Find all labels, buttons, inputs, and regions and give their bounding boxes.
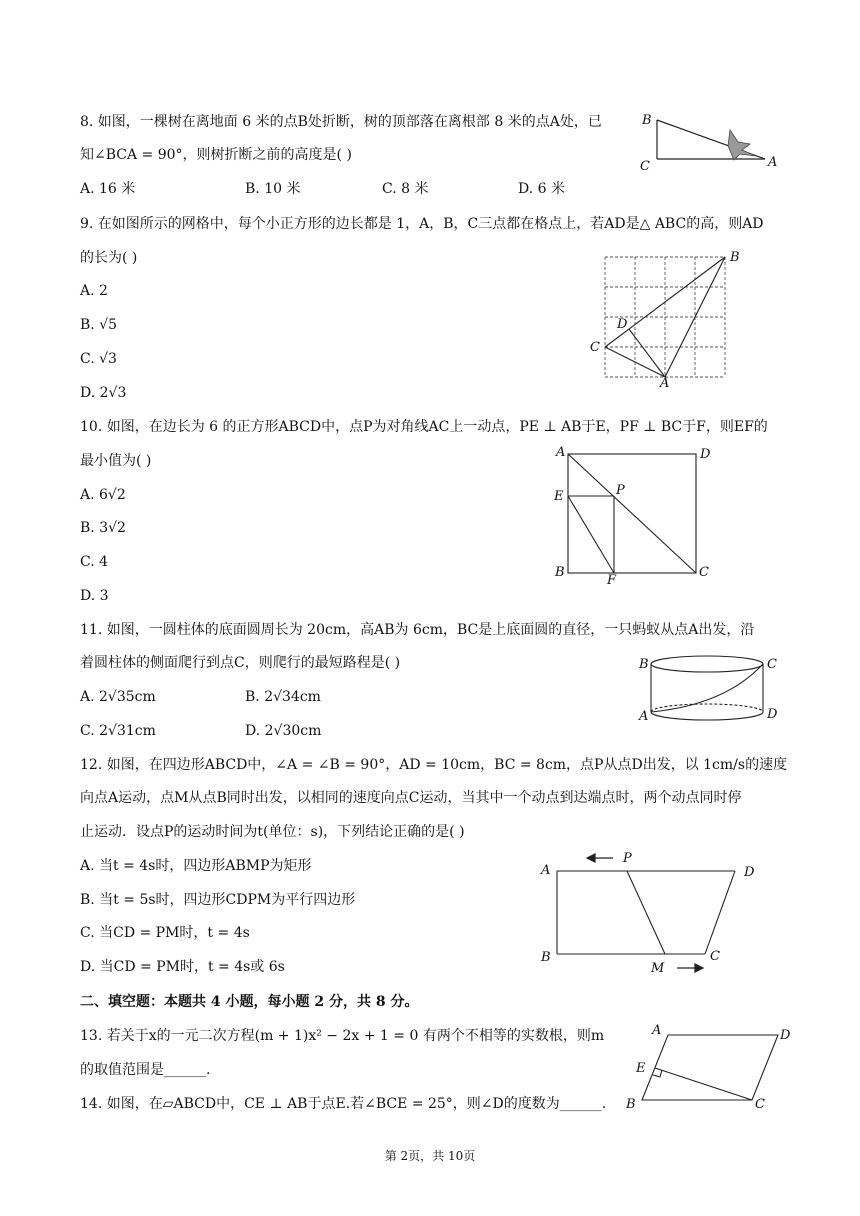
- q9-option-b: B. √5: [80, 317, 118, 333]
- q12-label-c: C: [710, 949, 720, 964]
- q10-line1: 10. 如图，在边长为 6 的正方形ABCD中，点P为对角线AC上一动点，PE ⊥ AB于E，PF ⊥ BC于F，则EF的: [80, 419, 768, 435]
- q8-tree-figure: [630, 108, 790, 178]
- q12-option-b: B. 当t = 5s时，四边形CDPM为平行四边形: [80, 892, 356, 908]
- q11-label-b: B: [639, 657, 649, 672]
- q12-label-m: M: [651, 961, 665, 976]
- q11-line2: 着圆柱体的侧面爬行到点C，则爬行的最短路程是( ): [80, 655, 401, 671]
- q14-label-a: A: [652, 1023, 662, 1038]
- q8-line2: 知∠BCA = 90°，则树折断之前的高度是( ): [80, 147, 352, 163]
- q8-label-a: A: [768, 155, 778, 170]
- q10-option-d: D. 3: [80, 588, 109, 604]
- q14-parallelogram-figure: [620, 1020, 800, 1120]
- q11-label-a: A: [639, 709, 649, 724]
- q10-label-c: C: [699, 565, 709, 580]
- q12-line3: 止运动．设点P的运动时间为t(单位：s)，下列结论正确的是( ): [80, 824, 465, 840]
- q9-line2: 的长为( ): [80, 250, 138, 266]
- q10-square-figure: [550, 444, 720, 588]
- q9-label-a: A: [660, 376, 670, 391]
- q9-label-c: C: [590, 340, 600, 355]
- q9-grid-figure: [585, 248, 745, 391]
- q9-option-a: A. 2: [80, 283, 108, 299]
- q11-label-c: C: [767, 657, 777, 672]
- q11-option-d: D. 2√30cm: [245, 723, 322, 739]
- page-footer: 第 2页，共 10页: [384, 1149, 476, 1163]
- section-fill-in-heading: 二、填空题：本题共 4 小题，每小题 2 分，共 8 分。: [80, 994, 419, 1010]
- q10-label-f: F: [607, 573, 617, 588]
- q10-label-b: B: [555, 565, 565, 580]
- q8-line1: 8. 如图，一棵树在离地面 6 米的点B处折断，树的顶部落在离根部 8 米的点A处，已: [80, 114, 602, 130]
- q9-line1: 9. 在如图所示的网格中，每个小正方形的边长都是 1，A，B，C三点都在格点上，若AD是△ ABC的高，则AD: [80, 216, 764, 232]
- q12-label-p: P: [623, 851, 632, 866]
- q9-option-d: D. 2√3: [80, 385, 127, 401]
- q8-label-c: C: [640, 159, 650, 174]
- q12-line2: 向点A运动，点M从点B同时出发，以相同的速度向点C运动，当其中一个动点到达端点时，两个动点同时停: [80, 790, 742, 806]
- q13-line2: 的取值范围是______.: [80, 1062, 211, 1078]
- q11-cylinder-figure: [635, 650, 785, 730]
- q14-label-e: E: [636, 1061, 646, 1076]
- q12-label-a: A: [541, 863, 551, 878]
- q13-line1: 13. 若关于x的一元二次方程(m + 1)x² − 2x + 1 = 0 有两个不相等的实数根，则m: [80, 1028, 605, 1044]
- q11-label-d: D: [767, 707, 778, 722]
- q10-label-p: P: [616, 483, 625, 498]
- q12-label-d: D: [744, 865, 755, 880]
- q12-quadrilateral-figure: [535, 848, 765, 978]
- q11-option-a: A. 2√35cm: [80, 689, 156, 705]
- q9-option-c: C. √3: [80, 351, 117, 367]
- q10-label-d: D: [700, 447, 711, 462]
- q11-option-b: B. 2√34cm: [245, 689, 321, 705]
- q12-option-c: C. 当CD = PM时，t = 4s: [80, 925, 250, 941]
- q9-label-d: D: [617, 317, 628, 332]
- q11-line1: 11. 如图，一圆柱体的底面圆周长为 20cm，高AB为 6cm，BC是上底面圆的直径，一只蚂蚁从点A出发，沿: [80, 622, 755, 638]
- q12-line1: 12. 如图，在四边形ABCD中，∠A = ∠B = 90°，AD = 10cm，BC = 8cm，点P从点D出发，以 1cm/s的速度: [80, 757, 788, 773]
- q10-option-b: B. 3√2: [80, 520, 126, 536]
- q14-label-c: C: [755, 1097, 765, 1112]
- q10-option-a: A. 6√2: [80, 487, 126, 503]
- q10-label-e: E: [554, 489, 564, 504]
- q8-option-a: A. 16 米: [80, 181, 136, 197]
- q12-label-b: B: [541, 950, 551, 965]
- q8-option-c: C. 8 米: [382, 181, 429, 197]
- q12-option-d: D. 当CD = PM时，t = 4s或 6s: [80, 959, 285, 975]
- q10-line2: 最小值为( ): [80, 453, 152, 469]
- q8-option-d: D. 6 米: [518, 181, 565, 197]
- q14-label-b: B: [626, 1097, 636, 1112]
- q12-option-a: A. 当t = 4s时，四边形ABMP为矩形: [80, 858, 312, 874]
- q8-label-b: B: [642, 113, 652, 128]
- q14-line1: 14. 如图，在▱ABCD中，CE ⊥ AB于点E.若∠BCE = 25°，则∠D的度数为______.: [80, 1096, 607, 1112]
- q8-option-b: B. 10 米: [245, 181, 301, 197]
- q10-label-a: A: [556, 445, 566, 460]
- q10-option-c: C. 4: [80, 554, 109, 570]
- q9-label-b: B: [730, 250, 740, 265]
- q11-option-c: C. 2√31cm: [80, 723, 156, 739]
- q14-label-d: D: [780, 1028, 791, 1043]
